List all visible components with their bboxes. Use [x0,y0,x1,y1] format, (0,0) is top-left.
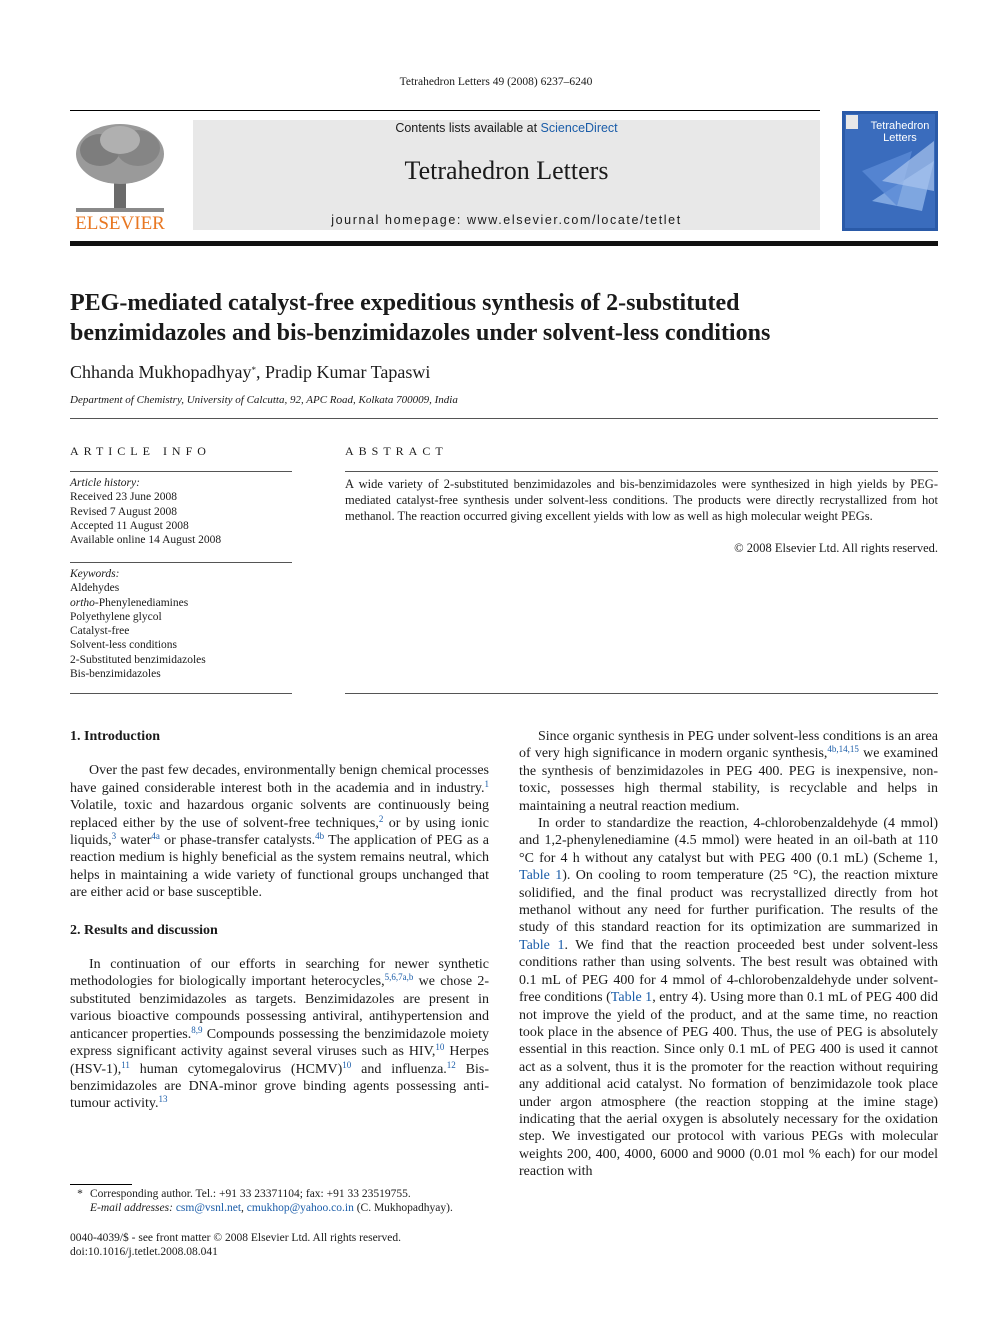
elsevier-wordmark: ELSEVIER [75,213,165,232]
right-p1-text-2: we examined the synthesis of benzimidazoles in PEG 400. PEG is inexpensive, non-toxic, possesses high thermal stability, is recyclable and helps in maintaining a neutral reaction medium. [519,746,938,814]
intro-paragraph [70,762,489,901]
intro-heading: 1. Introduction [70,729,160,744]
keywords [70,567,292,681]
author-1[interactable]: Chhanda Mukhopadhyay [70,362,252,382]
article-info-heading: ARTICLE INFO [70,444,211,458]
contents-prefix: Contents lists available at [395,121,541,135]
issn-line: 0040-4039/$ - see front matter © 2008 Elsevier Ltd. All rights reserved. [70,1232,401,1244]
results-text-3: Compounds possessing the benzimidazole moiety express significant activity against several viruses such as HIV, [70,1026,490,1060]
affiliation: Department of Chemistry, University of Calcutta, 92, APC Road, Kolkata 700009, India [70,394,458,406]
intro-text-5: or phase-transfer catalysts. [159,833,316,849]
footnote-corresponding [70,1187,500,1201]
elsevier-logo [70,120,170,232]
footnote-mark: * [77,1188,83,1200]
email-link-1[interactable]: csm@vsnl.net [175,1202,242,1214]
keyword-item: Catalyst-free [70,625,130,638]
article-title-line-2: benzimidazoles and bis-benzimidazoles under solvent-less conditions [70,320,771,346]
ref-link[interactable]: 4a [151,831,160,842]
left-column [70,728,489,1113]
corresponding-mark[interactable]: * [251,365,256,375]
journal-cover [842,111,938,231]
keyword-item: Aldehydes [70,582,120,595]
ref-link[interactable]: 11 [121,1059,130,1070]
history-received: Received 23 June 2008 [70,491,177,504]
journal-homepage[interactable]: journal homepage: www.elsevier.com/locate/tetlet [331,213,682,227]
right-p1-text-1: Since organic synthesis in PEG under solvent-less conditions is an area of very high significance in modern organic synthesis, [519,729,938,762]
results-text-6: and influenza. [351,1061,447,1077]
article-title [70,288,938,348]
ref-link[interactable]: 10 [342,1059,352,1070]
article-title-line-1: PEG-mediated catalyst-free expeditious synthesis of 2-substituted [70,290,740,316]
history-label: Article history: [70,477,140,489]
ref-link[interactable]: 1 [484,778,489,789]
journal-citation: Tetrahedron Letters 49 (2008) 6237–6240 [399,76,593,88]
info-rule-3 [70,693,292,694]
ref-link[interactable]: 5,6,7a,b [384,972,414,983]
ref-link[interactable]: 3 [111,831,117,842]
results-heading: 2. Results and discussion [70,922,218,938]
right-p2-text-4: , entry 4). Using more than 0.1 mL of PEG 400 did not improve the yield of the product, and at the same time, no reaction took place in the absence of PEG 400. Thus, the use of PEG is absolutely essential in this reaction. Since only 0.1 mL of PEG 400 is used it cannot act as a solvent, thus it is the promoter for the reaction without requiring any additional acid catalyst. No formation of benzimidazole took place under argon atmosphere (the reaction stopping at the imine stage) indicating that the aerial oxygen is absolutely necessary for the oxidation step. We investigated our protocol with various PEGs with molecular weights 200, 400, 4000, 6000 and 9000 (0.01 mol % each) for our model reaction with [519,990,938,1180]
ref-link[interactable]: 10 [435,1042,445,1053]
contents-line [193,121,820,135]
right-p2-text-1: In order to standardize the reaction, 4-chlorobenzaldehyde (4 mmol) and 1,2-phenylenediamine (4.5 mmol) were heated in an oil-bath at 110 °C for 4 h without any catalyst but with PEG 400 (0.1 mL) (Scheme 1, [519,816,938,866]
intro-text-3: or by using ionic liquids, [70,815,489,849]
results-text-7: Bis-benzimidazoles are DNA-minor grove binding agents possessing anti-tumour activity. [70,1061,490,1112]
right-paragraph-2 [519,815,938,1181]
results-paragraph [70,956,489,1113]
email-tail: (C. Mukhopadhyay). [353,1202,453,1214]
email-label: E-mail addresses: [90,1202,176,1214]
cover-title-line-1: Tetrahedron [870,120,930,132]
info-rule-1 [70,471,292,472]
intro-text-2: Volatile, toxic and hazardous organic solvents are continuously being replaced either by the use of solvent-free techniques, [70,798,489,831]
history-online: Available online 14 August 2008 [70,534,222,547]
header-rule [70,110,820,111]
history-revised: Revised 7 August 2008 [70,505,178,518]
header-thick-rule [70,241,938,246]
results-text-2: we chose 2-substituted benzimidazoles as targets. Benzimidazoles are present in various bioactive compounds possessing antiviral, antihypertension and anticancer properties. [70,974,489,1042]
ref-link[interactable]: 2 [378,813,384,824]
keyword-ortho-prefix: ortho [70,596,95,609]
keyword-item: Bis-benzimidazoles [70,668,161,681]
table-link[interactable]: Table 1 [610,990,653,1006]
author-2[interactable]: Pradip Kumar Tapaswi [264,362,431,382]
intro-text-6: The application of PEG as a reaction medium is highly beneficial as the system remains neutral, which helps in maintaining a wide variety of functional groups unchanged that are either acid or base susceptible. [70,833,489,901]
keyword-item-ortho [70,596,292,610]
abstract-rule-bottom [345,693,938,694]
results-text-5: human cytomegalovirus (HCMV) [129,1061,343,1077]
keyword-item: 2-Substituted benzimidazoles [70,653,206,666]
journal-name: Tetrahedron Letters [404,156,609,185]
ref-link[interactable]: 12 [446,1059,456,1070]
email-link-2[interactable]: cmukhop@yahoo.co.in [246,1202,354,1214]
ref-link[interactable]: 4b,14,15 [827,744,859,755]
right-p2-text-3: . We find that the reaction proceeded best under solvent-less conditions rather than using solvents. The best result was obtained with 0.1 mL of PEG 400 for 4 mmol of 4-chlorobenzaldehyde under solvent-free conditions ( [519,937,938,1006]
table-link[interactable]: Table 1 [519,868,563,884]
abstract-text: A wide variety of 2-substituted benzimidazoles and bis-benzimidazoles were synthesized in high yields by PEG-mediated catalyst-free synthesis under solvent-less conditions. The products were directly recrystallized from hot methanol. The reaction occurred giving excellent yields with low as well as high molecular weight PEGs. [345,477,938,523]
intro-text-4: water [116,833,152,849]
ref-link[interactable]: 4b [315,831,325,842]
right-paragraph-1 [519,728,938,815]
footnote-line-1: Corresponding author. Tel.: +91 33 23371104; fax: +91 33 23519755. [90,1188,411,1200]
doi-line[interactable]: doi:10.1016/j.tetlet.2008.08.041 [70,1246,218,1258]
author-separator: , [255,362,265,382]
ref-link[interactable]: 13 [158,1094,168,1105]
right-p2-text-2: ). On cooling to room temperature (25 °C), the reaction mixture solidified, and the final product was recrystallized directly from hot methanol without any need for further purification. The results of the study of this standard reaction for its optimization are summarized in [519,868,938,936]
right-column [519,728,938,1181]
sciencedirect-link[interactable]: ScienceDirect [540,121,618,135]
info-rule-2 [70,562,292,563]
abstract-copyright: © 2008 Elsevier Ltd. All rights reserved. [734,541,938,555]
author-list [70,362,430,383]
footnote-emails [70,1201,510,1215]
ref-link[interactable]: 8,9 [191,1024,203,1035]
article-history [70,476,292,547]
results-text-1: In continuation of our efforts in searching for newer synthetic methodologies for biologically important heterocycles, [70,957,489,990]
abstract-heading: ABSTRACT [345,444,448,458]
keywords-label: Keywords: [70,568,120,580]
keyword-item: Polyethylene glycol [70,610,162,623]
journal-cover-art-icon [842,111,938,231]
cover-title-line-2: Letters [883,132,917,144]
abstract-rule-top [345,471,938,472]
results-text-4: Herpes (HSV-1), [70,1044,489,1077]
history-accepted: Accepted 11 August 2008 [70,519,189,532]
keyword-item: Solvent-less conditions [70,639,178,652]
footnote-rule [70,1184,132,1185]
elsevier-tree-icon [70,120,170,232]
title-rule [70,418,938,419]
intro-text-1: Over the past few decades, environmentally benign chemical processes have gained considerable interest both in the academia and in industry. [70,763,489,796]
email-separator: , [241,1202,247,1214]
keyword-ortho-rest: -Phenylenediamines [94,596,189,609]
table-link[interactable]: Table 1 [519,937,565,953]
